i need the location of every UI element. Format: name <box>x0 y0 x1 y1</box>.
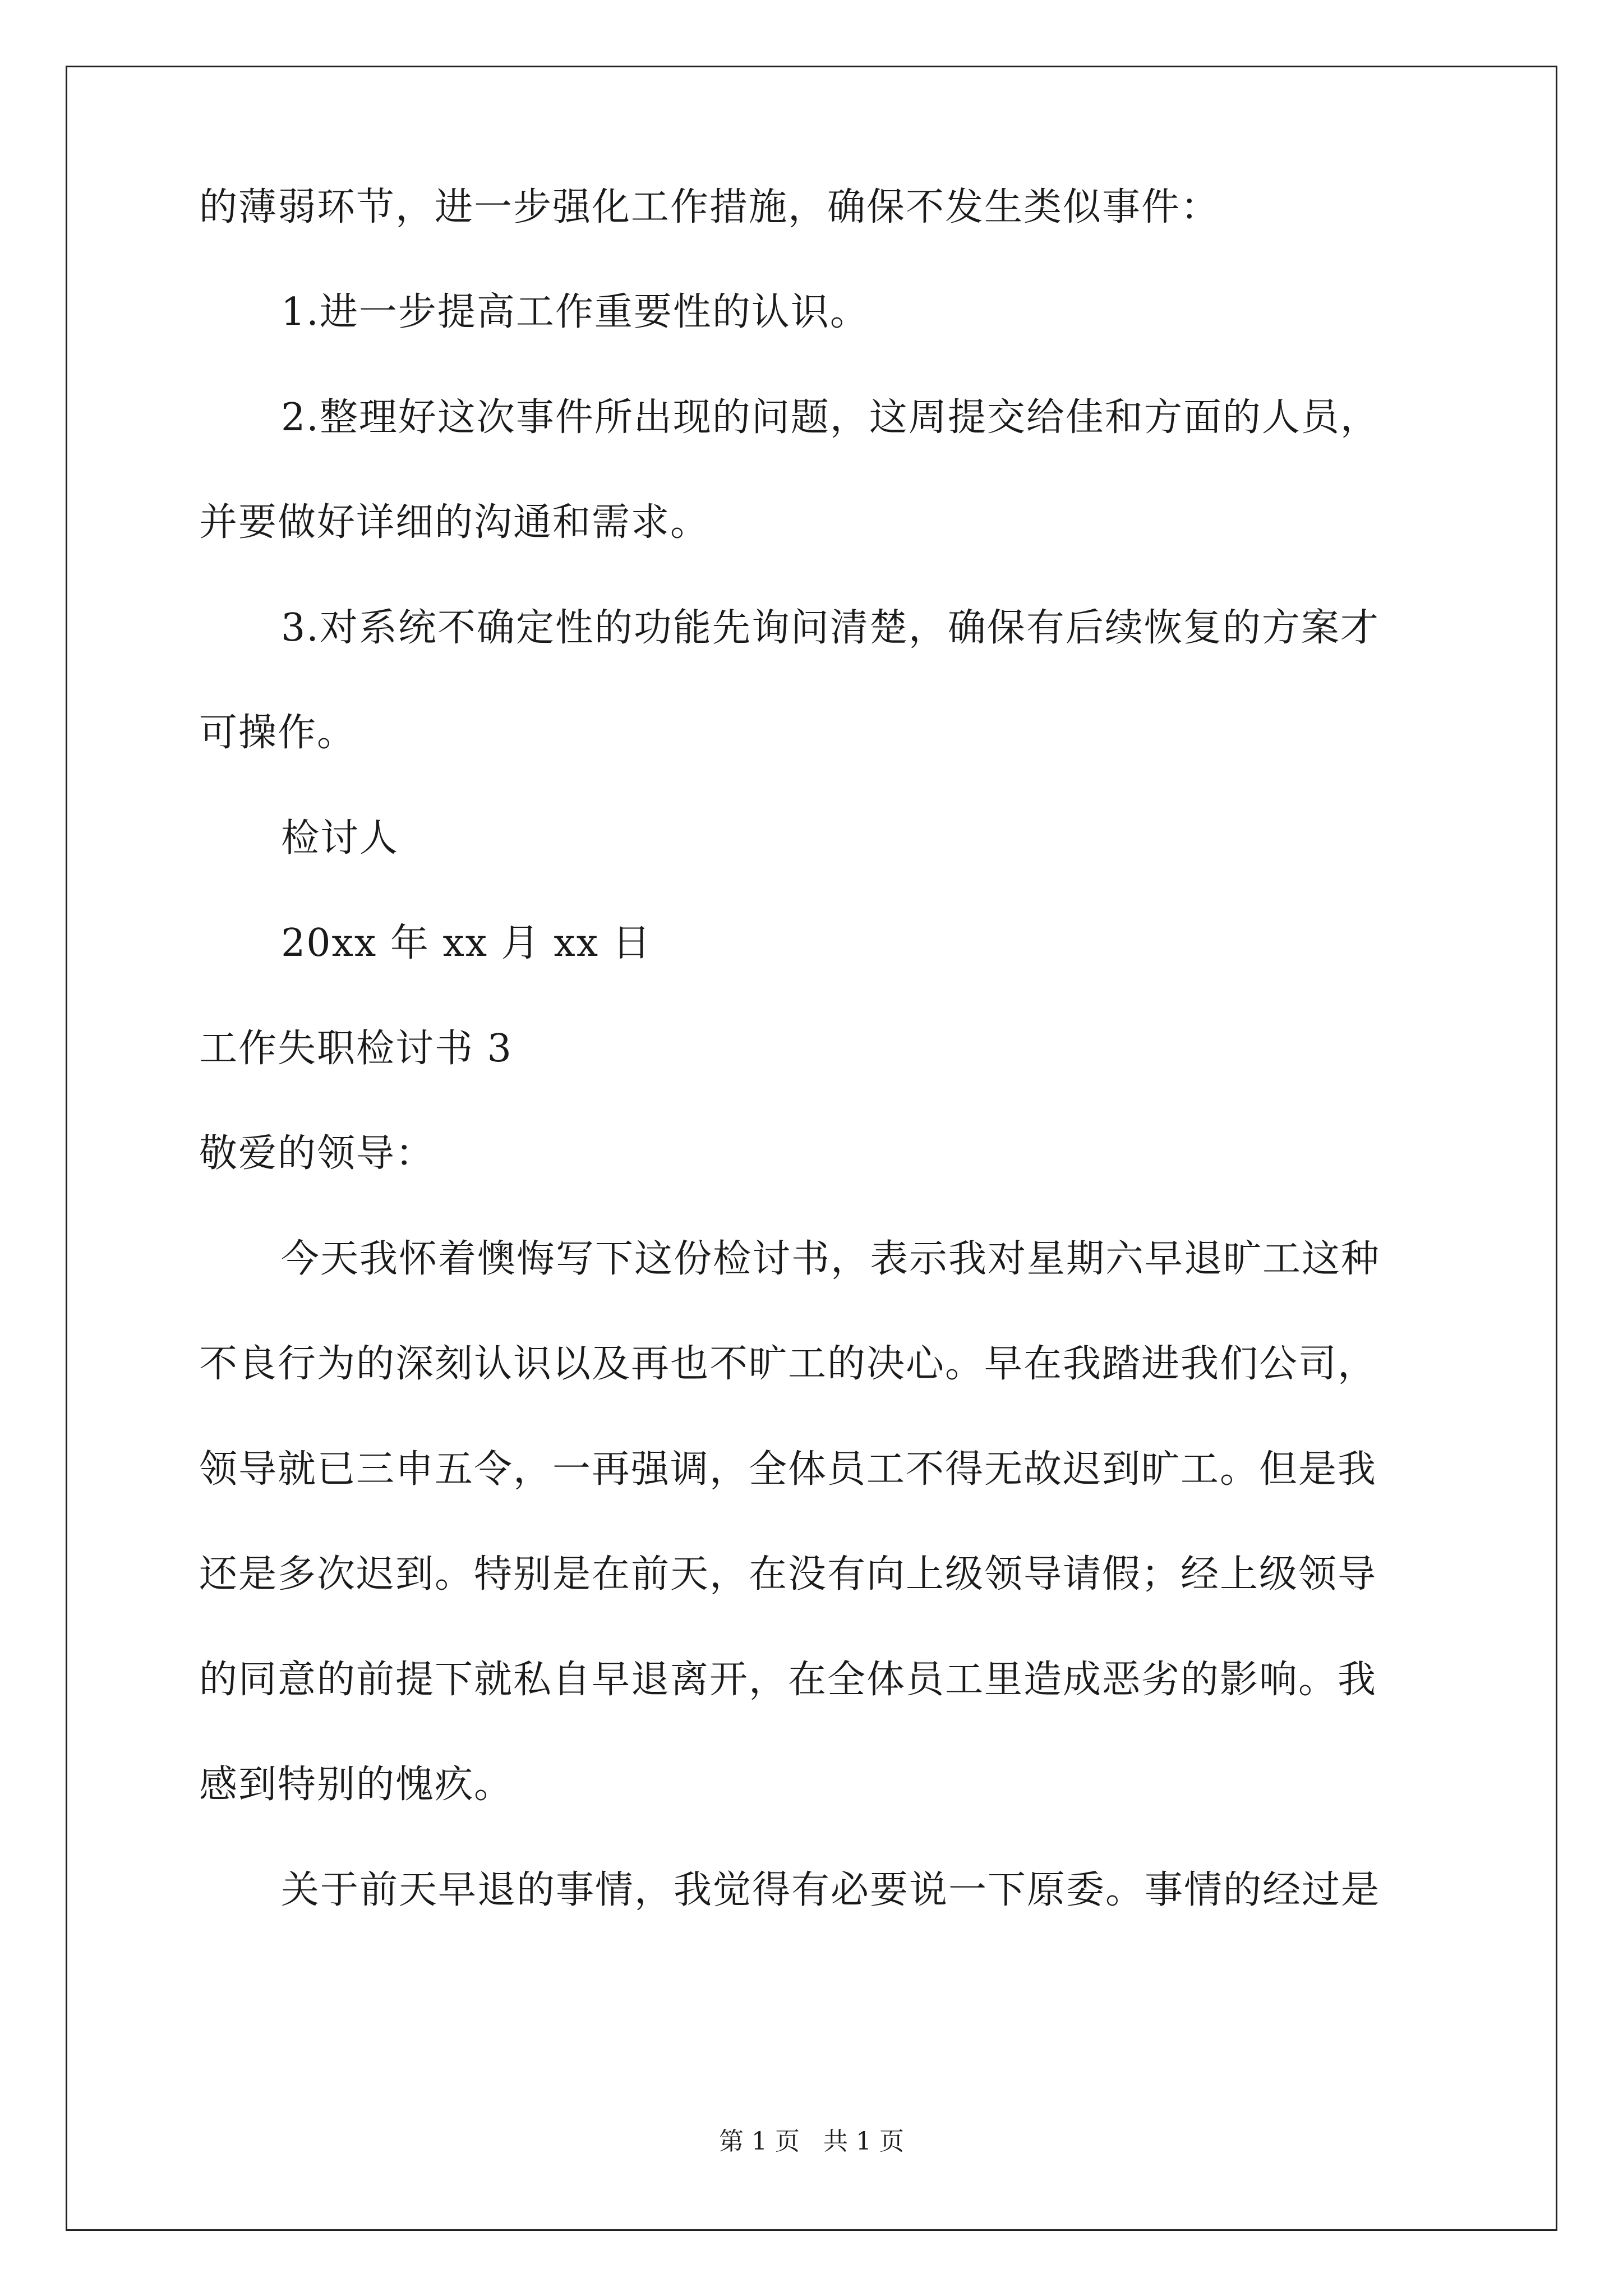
text-line: 可操作。 <box>199 711 357 755</box>
list-item-1: 1.进一步提高工作重要性的认识。 <box>281 290 869 334</box>
text-line: 并要做好详细的沟通和需求。 <box>199 500 710 545</box>
list-item-2: 2.整理好这次事件所出现的问题，这周提交给佳和方面的人员， <box>281 395 1380 440</box>
paragraph-line: 的同意的前提下就私自早退离开，在全体员工里造成恶劣的影响。我 <box>199 1658 1377 1702</box>
paragraph-line: 今天我怀着懊悔写下这份检讨书，表示我对星期六早退旷工这种 <box>281 1237 1381 1281</box>
page-footer: 第 1 页 共 1 页 <box>719 2127 904 2156</box>
date-line: 20xx 年 xx 月 xx 日 <box>281 921 652 965</box>
paragraph-line: 感到特别的愧疚。 <box>199 1763 514 1807</box>
paragraph-line: 领导就已三申五令，一再强调，全体员工不得无故迟到旷工。但是我 <box>199 1447 1377 1492</box>
section-title: 工作失职检讨书 3 <box>199 1027 513 1071</box>
salutation: 敬爱的领导： <box>199 1131 435 1176</box>
paragraph-line: 关于前天早退的事情，我觉得有必要说一下原委。事情的经过是 <box>281 1868 1381 1912</box>
list-item-3: 3.对系统不确定性的功能先询问清楚，确保有后续恢复的方案才 <box>281 606 1380 650</box>
text-line: 的薄弱环节，进一步强化工作措施，确保不发生类似事件： <box>199 185 1220 229</box>
signature-label: 检讨人 <box>281 816 399 861</box>
paragraph-line: 不良行为的深刻认识以及再也不旷工的决心。早在我踏进我们公司， <box>199 1342 1377 1386</box>
paragraph-line: 还是多次迟到。特别是在前天，在没有向上级领导请假；经上级领导 <box>199 1552 1377 1596</box>
